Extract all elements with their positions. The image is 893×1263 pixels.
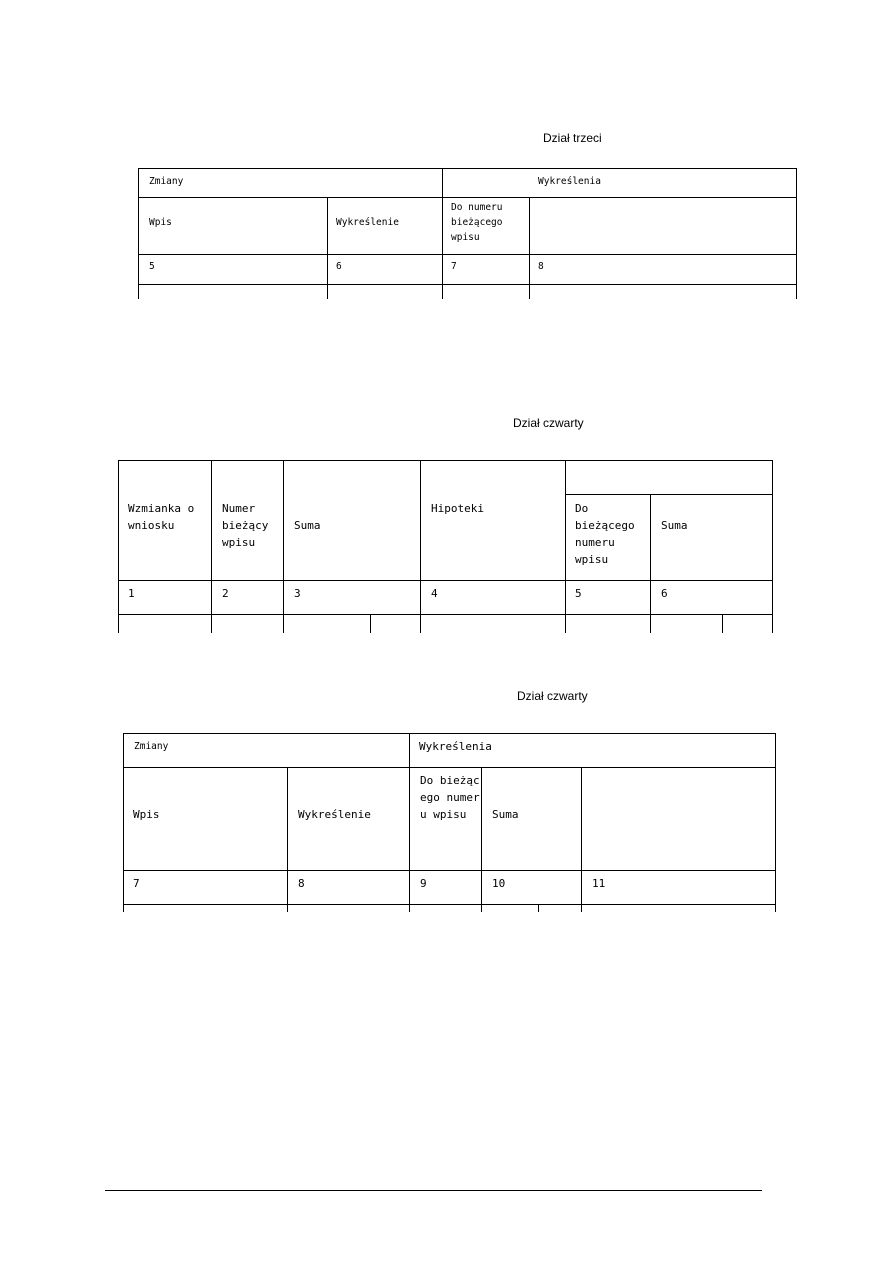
column-number-1: 1: [128, 587, 135, 600]
header-changes: Zmiany: [149, 176, 184, 187]
column-current-number: Numer bieżący wpisu: [222, 502, 269, 549]
section4a-title: Dział czwarty: [513, 416, 584, 430]
column-number-8: 8: [298, 877, 305, 890]
column-number-5: 5: [575, 587, 582, 600]
footer-rule: [105, 1190, 762, 1191]
column-number-10: 10: [492, 877, 506, 890]
column-mortgages: Hipoteki: [431, 502, 484, 515]
column-number-7: 7: [451, 261, 457, 272]
column-number-7: 7: [133, 877, 140, 890]
column-mention: Wzmianka o wniosku: [128, 502, 195, 532]
column-number-8: 8: [538, 261, 544, 272]
column-deletion: Wykreślenie: [336, 217, 399, 228]
column-number-6: 6: [336, 261, 342, 272]
column-number-11: 11: [592, 877, 606, 890]
column-to-number: Do numeru bieżącego wpisu: [451, 202, 503, 243]
column-sum: Suma: [492, 808, 519, 821]
column-number-6: 6: [661, 587, 668, 600]
column-to-current-number: Do bieżącego numeru wpisu: [575, 502, 635, 566]
header-deletions: Wykreślenia: [419, 740, 492, 753]
column-deletion: Wykreślenie: [298, 808, 371, 821]
column-entry: Wpis: [133, 808, 160, 821]
column-to-current-number: Do bieżącego numeru wpisu: [420, 774, 480, 821]
section4b-table: [123, 733, 777, 913]
section4a-table: [118, 460, 774, 634]
column-sum-2: Suma: [661, 519, 688, 532]
column-entry: Wpis: [149, 217, 172, 228]
column-number-9: 9: [420, 877, 427, 890]
column-number-4: 4: [431, 587, 438, 600]
column-sum: Suma: [294, 519, 321, 532]
header-deletions: Wykreślenia: [538, 176, 601, 187]
column-number-2: 2: [222, 587, 229, 600]
section3-title: Dział trzeci: [543, 131, 602, 145]
section3-table: [138, 168, 798, 300]
column-number-5: 5: [149, 261, 155, 272]
column-number-3: 3: [294, 587, 301, 600]
section4b-title: Dział czwarty: [517, 689, 588, 703]
header-changes: Zmiany: [134, 741, 169, 752]
